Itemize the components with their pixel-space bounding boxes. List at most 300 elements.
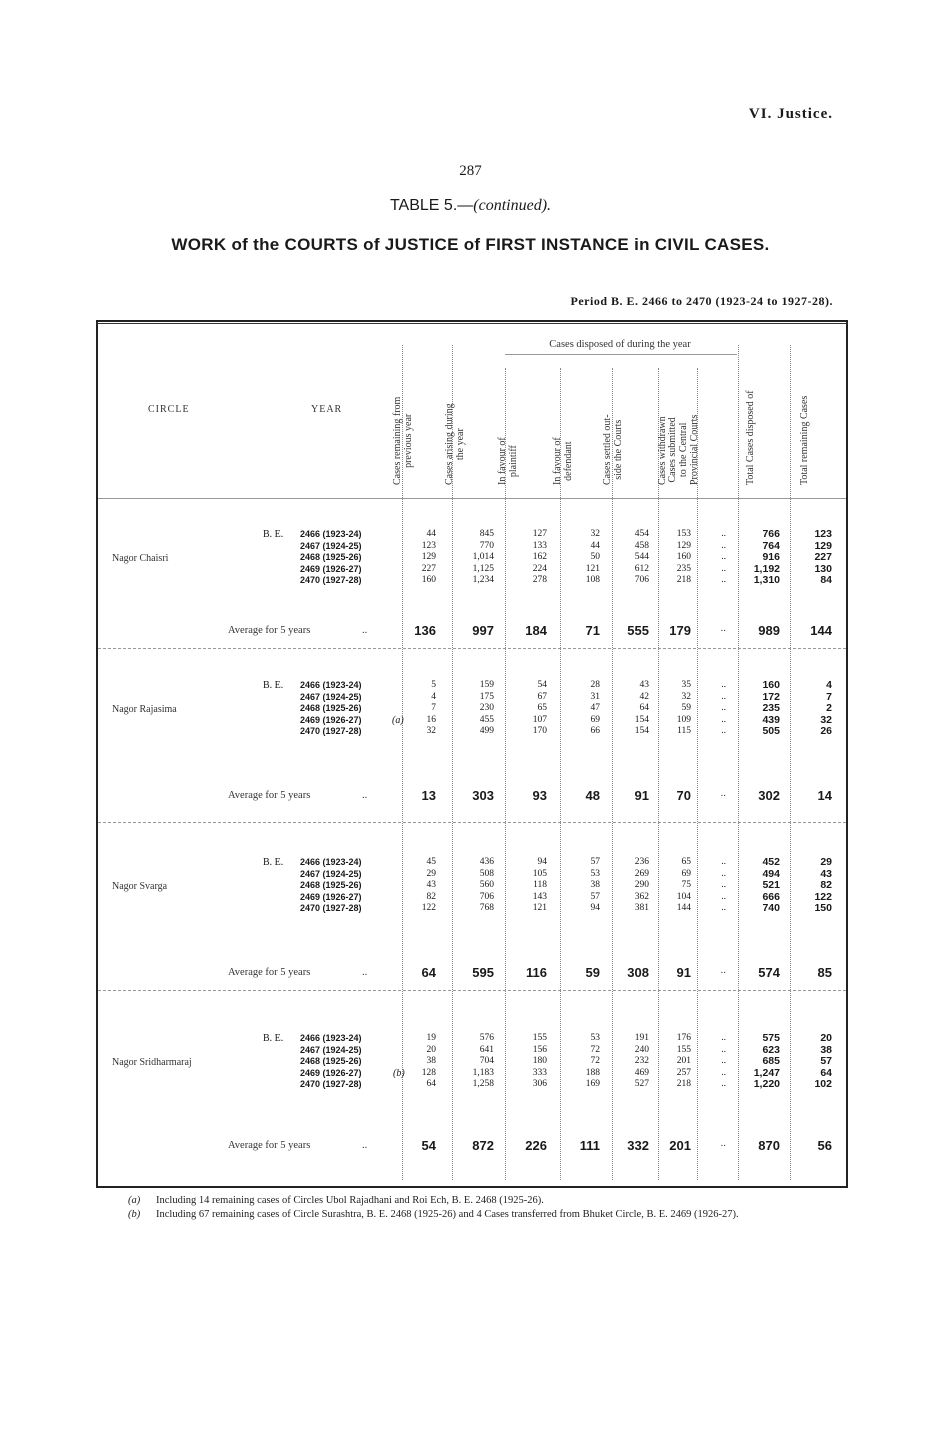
year-label: 2470 (1927-28) (300, 575, 362, 586)
average-cell: 71 (585, 623, 600, 638)
table-cell: 108 (585, 575, 600, 586)
table-cell: 43 (426, 880, 436, 891)
table-cell: 53 (590, 1033, 600, 1043)
table-cell: 115 (677, 726, 691, 737)
table-cell: .. (721, 891, 726, 902)
table-cell: .. (721, 1067, 726, 1078)
table-cell: 16 (426, 714, 436, 725)
average-cell: 91 (634, 788, 649, 803)
table-cell: .. (721, 726, 726, 737)
table-title (0, 197, 941, 215)
table-cell: 35 (681, 680, 691, 690)
table-cell: 129 (421, 552, 436, 563)
table-cell: .. (721, 680, 726, 690)
column-header-rule (505, 354, 737, 355)
table-cell: 845 (479, 529, 494, 539)
table-cell: 64 (426, 1079, 436, 1090)
average-label: Average for 5 years (228, 1140, 311, 1151)
column-header-line: Provincial Courts (689, 414, 700, 485)
table-cell: 118 (533, 880, 547, 891)
average-cell: 56 (817, 1138, 832, 1153)
year-label: 2468 (1925-26) (300, 880, 362, 891)
column-header-line: Cases arising during (444, 403, 455, 485)
table-cell: 5 (431, 680, 436, 690)
table-cell: 121 (585, 563, 600, 574)
year-label: 2466 (1923-24) (300, 529, 362, 539)
column-header-year: YEAR (311, 404, 343, 415)
table-cell: 4 (431, 691, 436, 702)
table-cell: 240 (634, 1044, 649, 1055)
average-cell: 870 (758, 1138, 780, 1153)
table-cell: 32 (681, 691, 691, 702)
table-cell: 129 (814, 539, 832, 552)
table-cell: 1,247 (753, 1066, 780, 1079)
table-cell: 1,183 (472, 1067, 494, 1078)
column-header-submitted (667, 415, 700, 485)
table-cell: 154 (634, 714, 649, 725)
table-cell: 47 (590, 703, 600, 714)
average-cell: 64 (421, 965, 436, 980)
table-cell: 54 (537, 680, 547, 690)
average-label: Average for 5 years (228, 625, 311, 636)
table-cell: 94 (590, 903, 600, 914)
average-label: Average for 5 years (228, 967, 311, 978)
table-cell: 144 (676, 903, 691, 914)
average-label: Average for 5 years (228, 790, 311, 801)
table-cell: 38 (426, 1056, 436, 1067)
column-header-line: the year (455, 428, 466, 461)
average-cell: 303 (472, 788, 494, 803)
table-cell: 29 (820, 856, 832, 868)
table-cell: 766 (762, 528, 780, 540)
table-cell: 706 (479, 891, 494, 902)
table-cell: 494 (762, 867, 780, 880)
table-cell: 623 (762, 1043, 780, 1056)
table-cell: 44 (426, 529, 436, 539)
average-cell: 93 (532, 788, 547, 803)
column-header-line: plaintiff (508, 445, 519, 478)
column-header-line: In favour of (552, 437, 563, 485)
table-cell: 218 (676, 575, 691, 586)
table-cell: 612 (634, 563, 649, 574)
average-cell: 111 (579, 1138, 600, 1153)
table-cell: 122 (421, 903, 436, 914)
table-cell: 469 (634, 1067, 649, 1078)
table-cell: 257 (676, 1067, 691, 1078)
table-cell: 201 (676, 1056, 691, 1067)
table-cell: 65 (681, 857, 691, 867)
table-cell: 452 (762, 856, 780, 868)
column-header-line: Total Cases disposed of (745, 390, 756, 485)
column-header-defendant (552, 437, 574, 485)
section-title: VI. Justice. (748, 106, 833, 122)
table-cell: 107 (532, 714, 547, 725)
footnote-a-mark: (a) (128, 1195, 141, 1206)
table-cell: 43 (820, 867, 832, 880)
table-cell: 159 (479, 680, 494, 690)
table-cell: 26 (820, 725, 832, 738)
table-cell: 576 (479, 1033, 494, 1043)
table-cell: 269 (634, 868, 649, 879)
year-label: 2466 (1923-24) (300, 857, 362, 867)
table-cell: .. (721, 880, 726, 891)
table-cell: 560 (479, 880, 494, 891)
table-cell: 527 (634, 1079, 649, 1090)
year-label: 2468 (1925-26) (300, 703, 362, 714)
table-cell: 232 (634, 1056, 649, 1067)
average-cell: 48 (585, 788, 600, 803)
year-label: 2469 (1926-27) (300, 563, 362, 574)
table-cell: 109 (676, 714, 691, 725)
table-cell: 191 (634, 1033, 649, 1043)
table-cell: 172 (762, 690, 780, 703)
year-label: 2470 (1927-28) (300, 1079, 362, 1090)
year-label: 2470 (1927-28) (300, 903, 362, 914)
table-cell: 65 (537, 703, 547, 714)
table-cell: 508 (479, 868, 494, 879)
table-cell: 575 (762, 1032, 780, 1044)
average-cell: .. (720, 1138, 726, 1149)
year-prefix: B. E. (263, 529, 284, 540)
column-header-line: Cases submitted (667, 417, 678, 483)
column-header-line: Cases remaining from (392, 396, 403, 485)
average-cell: 13 (421, 788, 436, 803)
column-header-settled (602, 414, 624, 485)
table-cell: .. (721, 703, 726, 714)
table-cell: 7 (826, 690, 832, 703)
average-cell: 302 (758, 788, 780, 803)
table-cell: 770 (479, 540, 494, 551)
table-cell: 1,014 (472, 552, 494, 563)
header-bottom-rule (98, 498, 846, 499)
average-cell: 184 (525, 623, 547, 638)
average-cell: 136 (414, 623, 436, 638)
table-cell: 160 (421, 575, 436, 586)
table-cell: 499 (479, 726, 494, 737)
circle-name: Nagor Svarga (112, 881, 168, 892)
table-cell: .. (721, 903, 726, 914)
footnote-b-mark: (b) (128, 1209, 141, 1220)
column-header-line: previous year (403, 413, 414, 468)
table-cell: 20 (426, 1044, 436, 1055)
table-cell: 1,192 (753, 562, 780, 575)
table-cell: 72 (590, 1044, 600, 1055)
circle-name: Nagor Rajasima (112, 704, 177, 715)
table-cell: 1,220 (753, 1078, 780, 1091)
table-label: TABLE 5.— (389, 197, 474, 214)
table-cell: 704 (479, 1056, 494, 1067)
column-header-circle: CIRCLE (148, 404, 190, 415)
table-cell: 57 (590, 857, 600, 867)
table-cell: 82 (426, 891, 436, 902)
table-cell: 175 (479, 691, 494, 702)
table-cell: 235 (676, 563, 691, 574)
table-cell: 155 (676, 1044, 691, 1055)
table-cell: 227 (421, 563, 436, 574)
table-cell: 67 (537, 691, 547, 702)
table-cell: 1,125 (472, 563, 494, 574)
table-cell: 123 (814, 528, 832, 540)
table-cell: 104 (676, 891, 691, 902)
column-rule (505, 368, 506, 1180)
table-cell: 176 (676, 1033, 691, 1043)
table-cell: 29 (426, 868, 436, 879)
table-cell: 218 (676, 1079, 691, 1090)
table-cell: 235 (762, 702, 780, 715)
table-cell: 42 (639, 691, 649, 702)
column-rule (790, 345, 791, 1180)
period-line: Period B. E. 2466 to 2470 (1923-24 to 1927-28). (570, 294, 833, 308)
average-cell: 308 (627, 965, 649, 980)
table-cell: .. (721, 540, 726, 551)
table-cell: 521 (762, 879, 780, 892)
table-cell: 180 (532, 1056, 547, 1067)
table-cell: 436 (479, 857, 494, 867)
table-cell: 278 (532, 575, 547, 586)
average-cell: 555 (627, 623, 649, 638)
year-label: 2466 (1923-24) (300, 680, 362, 690)
table-cell: .. (721, 868, 726, 879)
average-cell: 70 (676, 788, 691, 803)
average-dots: .. (362, 1140, 368, 1151)
average-cell: .. (720, 623, 726, 634)
table-cell: .. (721, 1044, 726, 1055)
table-cell: 685 (762, 1055, 780, 1068)
year-label: 2467 (1924-25) (300, 540, 362, 551)
table-cell: 306 (532, 1079, 547, 1090)
table-cell: 455 (479, 714, 494, 725)
table-cell: .. (721, 691, 726, 702)
average-cell: 201 (669, 1138, 691, 1153)
table-cell: 170 (532, 726, 547, 737)
footnote-a (128, 1194, 848, 1207)
circle-name: Nagor Sridharmaraj (112, 1057, 192, 1068)
table-cell: 1,258 (472, 1079, 494, 1090)
table-cell: 290 (634, 880, 649, 891)
table-cell: 38 (820, 1043, 832, 1056)
column-header-line: side the Courts (613, 419, 624, 480)
average-cell: 59 (585, 965, 600, 980)
table-cell: 130 (814, 562, 832, 575)
average-cell: 595 (472, 965, 494, 980)
column-header-line: Cases settled out- (602, 414, 613, 485)
table-cell: 150 (814, 902, 832, 915)
table-cell: 123 (421, 540, 436, 551)
block-separator (98, 648, 846, 649)
table-cell: 84 (820, 574, 832, 587)
table-cell: 69 (681, 868, 691, 879)
average-dots: .. (362, 967, 368, 978)
table-cell: .. (721, 1033, 726, 1043)
table-cell: 38 (590, 880, 600, 891)
column-rule (738, 345, 739, 1180)
average-cell: .. (720, 788, 726, 799)
footnote-reference: (b) (393, 1068, 405, 1079)
table-cell: 20 (820, 1032, 832, 1044)
column-header-line: defendant (563, 441, 574, 481)
average-cell: 144 (810, 623, 832, 638)
table-cell: .. (721, 1056, 726, 1067)
average-cell: 997 (472, 623, 494, 638)
table-cell: 439 (762, 713, 780, 726)
footnote-b (128, 1208, 828, 1221)
table-cell: 43 (639, 680, 649, 690)
table-cell: 129 (676, 540, 691, 551)
table-cell: 188 (585, 1067, 600, 1078)
main-title: WORK of the COURTS of JUSTICE of FIRST INSTANCE in CIVIL CASES. (171, 235, 770, 254)
block-separator (98, 822, 846, 823)
table-cell: 94 (537, 857, 547, 867)
footnote-a-text: Including 14 remaining cases of Circles Ubol Rajadhani and Roi Ech, B. E. 2468 (1925-26). (156, 1195, 544, 1206)
table-cell: 122 (814, 890, 832, 903)
table-cell: 154 (634, 726, 649, 737)
average-cell: 989 (758, 623, 780, 638)
table-cell: 128 (421, 1067, 436, 1078)
year-label: 2467 (1924-25) (300, 1044, 362, 1055)
footnote-b-text: Including 67 remaining cases of Circle Surashtra, B. E. 2468 (1925-26) and 4 Cases transferred from Bhuket Circle, B. E. 2469 (1926-27). (156, 1209, 739, 1220)
table-cell: 666 (762, 890, 780, 903)
table-cell: 75 (681, 880, 691, 891)
table-cell: 505 (762, 725, 780, 738)
year-label: 2470 (1927-28) (300, 726, 362, 737)
table-cell: 544 (634, 552, 649, 563)
table-cell: .. (721, 552, 726, 563)
table-cell: 764 (762, 539, 780, 552)
average-cell: 332 (627, 1138, 649, 1153)
column-header-total-remaining (799, 396, 810, 485)
table-cell: 740 (762, 902, 780, 915)
table-cell: 768 (479, 903, 494, 914)
table-cell: 362 (634, 891, 649, 902)
table-cell: 454 (634, 529, 649, 539)
year-prefix: B. E. (263, 1033, 284, 1044)
footnote-reference: (a) (392, 715, 404, 726)
page-number: 287 (459, 163, 482, 179)
average-cell: 14 (817, 788, 832, 803)
circle-name: Nagor Chaisri (112, 553, 169, 564)
average-cell: 116 (526, 965, 547, 980)
table-cell: 162 (532, 552, 547, 563)
table-cell: 32 (426, 726, 436, 737)
year-label: 2467 (1924-25) (300, 868, 362, 879)
table-cell: 105 (532, 868, 547, 879)
average-cell: 54 (421, 1138, 436, 1153)
table-cell: 69 (590, 714, 600, 725)
table-cell: 230 (479, 703, 494, 714)
column-header-line: In favour of (497, 437, 508, 485)
table-cell: 57 (590, 891, 600, 902)
table-cell: 53 (590, 868, 600, 879)
table-cell: 641 (479, 1044, 494, 1055)
column-header-line: Total remaining Cases (799, 395, 810, 485)
table-cell: 160 (676, 552, 691, 563)
table-cell: 2 (826, 702, 832, 715)
year-label: 2466 (1923-24) (300, 1033, 362, 1043)
column-header-remaining-prev (392, 397, 414, 485)
table-cell: 64 (639, 703, 649, 714)
table-cell: .. (721, 1079, 726, 1090)
table-cell: 121 (532, 903, 547, 914)
table-cell: 381 (634, 903, 649, 914)
table-cell: 4 (826, 679, 832, 691)
column-header-disposed-group: Cases disposed of during the year (549, 339, 691, 350)
year-label: 2469 (1926-27) (300, 714, 362, 725)
table-cell: 916 (762, 551, 780, 564)
block-separator (98, 990, 846, 991)
table-cell: 50 (590, 552, 600, 563)
average-cell: .. (720, 965, 726, 976)
average-cell: 179 (669, 623, 691, 638)
table-cell: 153 (676, 529, 691, 539)
column-header-line: to the Central (678, 422, 689, 478)
table-cell: 706 (634, 575, 649, 586)
table-cell: 57 (820, 1055, 832, 1068)
table-cell: 45 (426, 857, 436, 867)
average-cell: 85 (817, 965, 832, 980)
year-label: 2469 (1926-27) (300, 891, 362, 902)
table-cell: .. (721, 563, 726, 574)
table-cell: 44 (590, 540, 600, 551)
table-cell: .. (721, 857, 726, 867)
year-label: 2468 (1925-26) (300, 1056, 362, 1067)
table-cell: 72 (590, 1056, 600, 1067)
table-frame-inner-rule (96, 323, 848, 324)
table-cell: 28 (590, 680, 600, 690)
year-label: 2469 (1926-27) (300, 1067, 362, 1078)
table-cell: 236 (634, 857, 649, 867)
table-cell: 143 (532, 891, 547, 902)
average-dots: .. (362, 625, 368, 636)
table-cell: 31 (590, 691, 600, 702)
table-cell: 1,310 (753, 574, 780, 587)
average-cell: 574 (758, 965, 780, 980)
table-cell: 160 (762, 679, 780, 691)
table-cell: 7 (431, 703, 436, 714)
table-cell: 133 (532, 540, 547, 551)
table-cell: 224 (532, 563, 547, 574)
table-cell: .. (721, 575, 726, 586)
year-prefix: B. E. (263, 680, 284, 691)
table-cell: 59 (681, 703, 691, 714)
table-cell: 102 (814, 1078, 832, 1091)
table-cell: .. (721, 714, 726, 725)
column-header-plaintiff (497, 437, 519, 485)
average-cell: 872 (472, 1138, 494, 1153)
table-cell: 127 (532, 529, 547, 539)
table-cell: 169 (585, 1079, 600, 1090)
average-dots: .. (362, 790, 368, 801)
table-cell: 458 (634, 540, 649, 551)
table-cell: 156 (532, 1044, 547, 1055)
table-cell: 227 (814, 551, 832, 564)
table-cell: 155 (532, 1033, 547, 1043)
column-header-total-disposed (745, 390, 756, 485)
average-cell: 226 (525, 1138, 547, 1153)
table-cell: 32 (590, 529, 600, 539)
table-cell: .. (721, 529, 726, 539)
year-prefix: B. E. (263, 857, 284, 868)
table-cell: 19 (426, 1033, 436, 1043)
table-cell: 64 (820, 1066, 832, 1079)
table-cell: 333 (532, 1067, 547, 1078)
table-cell: 82 (820, 879, 832, 892)
year-label: 2468 (1925-26) (300, 552, 362, 563)
average-cell: 91 (676, 965, 691, 980)
table-continued: (continued). (473, 197, 552, 214)
column-header-line: Cases withdrawn (657, 416, 668, 485)
year-label: 2467 (1924-25) (300, 691, 362, 702)
table-cell: 32 (820, 713, 832, 726)
